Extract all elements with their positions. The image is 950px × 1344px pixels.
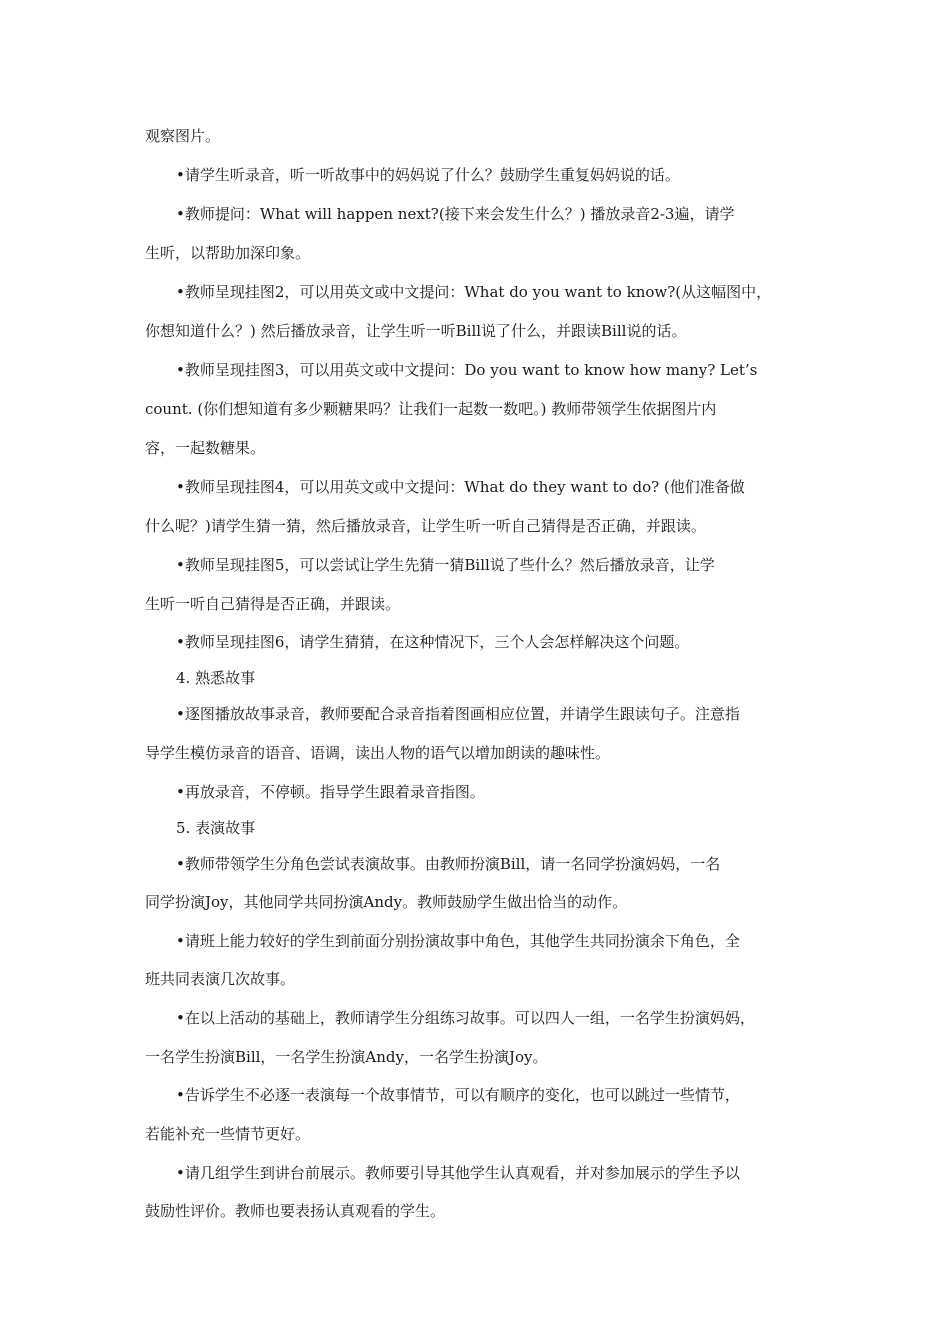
text-line: 若能补充一些情节更好。	[145, 1125, 311, 1143]
bullet-line: •逐图播放故事录音，教师要配合录音指着图画相应位置，并请学生跟读句子。注意指	[176, 705, 740, 723]
text-line: 导学生模仿录音的语音、语调，读出人物的语气以增加朗读的趣味性。	[145, 744, 611, 762]
text-line: 生听一听自己猜得是否正确，并跟读。	[145, 595, 401, 613]
text-line: 你想知道什么？) 然后播放录音，让学生听一听Bill说了什么，并跟读Bill说的话。	[145, 322, 687, 340]
text-line: 一名学生扮演Bill，一名学生扮演Andy，一名学生扮演Joy。	[145, 1048, 548, 1066]
text-line: count. (你们想知道有多少颗糖果吗？让我们一起数一数吧。) 教师带领学生依据图片内	[145, 400, 717, 418]
text-line: 同学扮演Joy，其他同学共同扮演Andy。教师鼓励学生做出恰当的动作。	[145, 893, 628, 911]
bullet-line: •教师呈现挂图4，可以用英文或中文提问：What do they want to do? (他们准备做	[176, 478, 745, 496]
text-line: 容，一起数糖果。	[145, 439, 266, 457]
bullet-line: •再放录音，不停顿。指导学生跟着录音指图。	[176, 783, 485, 801]
bullet-line: •教师带领学生分角色尝试表演故事。由教师扮演Bill，请一名同学扮演妈妈，一名	[176, 855, 721, 873]
bullet-line: •教师呈现挂图5，可以尝试让学生先猜一猜Bill说了些什么？然后播放录音，让学	[176, 556, 715, 574]
text-line: 鼓励性评价。教师也要表扬认真观看的学生。	[145, 1202, 446, 1220]
text-line: 生听，以帮助加深印象。	[145, 244, 311, 262]
section-heading: 5. 表演故事	[176, 819, 256, 837]
bullet-line: •教师提问：What will happen next?(接下来会发生什么？) 播放录音2-3遍，请学	[176, 205, 735, 223]
bullet-line: •请学生听录音，听一听故事中的妈妈说了什么？鼓励学生重复妈妈说的话。	[176, 166, 680, 184]
bullet-line: •教师呈现挂图3，可以用英文或中文提问：Do you want to know how many? Let’s	[176, 361, 758, 379]
bullet-line: •教师呈现挂图2，可以用英文或中文提问：What do you want to know?(从这幅图中，	[176, 283, 772, 301]
section-heading: 4. 熟悉故事	[176, 669, 256, 687]
text-line: 什么呢？)请学生猜一猜，然后播放录音，让学生听一听自己猜得是否正确，并跟读。	[145, 517, 706, 535]
bullet-line: •告诉学生不必逐一表演每一个故事情节，可以有顺序的变化，也可以跳过一些情节，	[176, 1086, 740, 1104]
bullet-line: •请班上能力较好的学生到前面分别扮演故事中角色，其他学生共同扮演余下角色，全	[176, 932, 740, 950]
bullet-line: •请几组学生到讲台前展示。教师要引导其他学生认真观看，并对参加展示的学生予以	[176, 1164, 740, 1182]
bullet-line: •教师呈现挂图6，请学生猜猜，在这种情况下，三个人会怎样解决这个问题。	[176, 633, 690, 651]
text-line: 班共同表演几次故事。	[145, 970, 296, 988]
text-line: 观察图片。	[145, 127, 221, 145]
bullet-line: •在以上活动的基础上，教师请学生分组练习故事。可以四人一组，一名学生扮演妈妈，	[176, 1009, 755, 1027]
